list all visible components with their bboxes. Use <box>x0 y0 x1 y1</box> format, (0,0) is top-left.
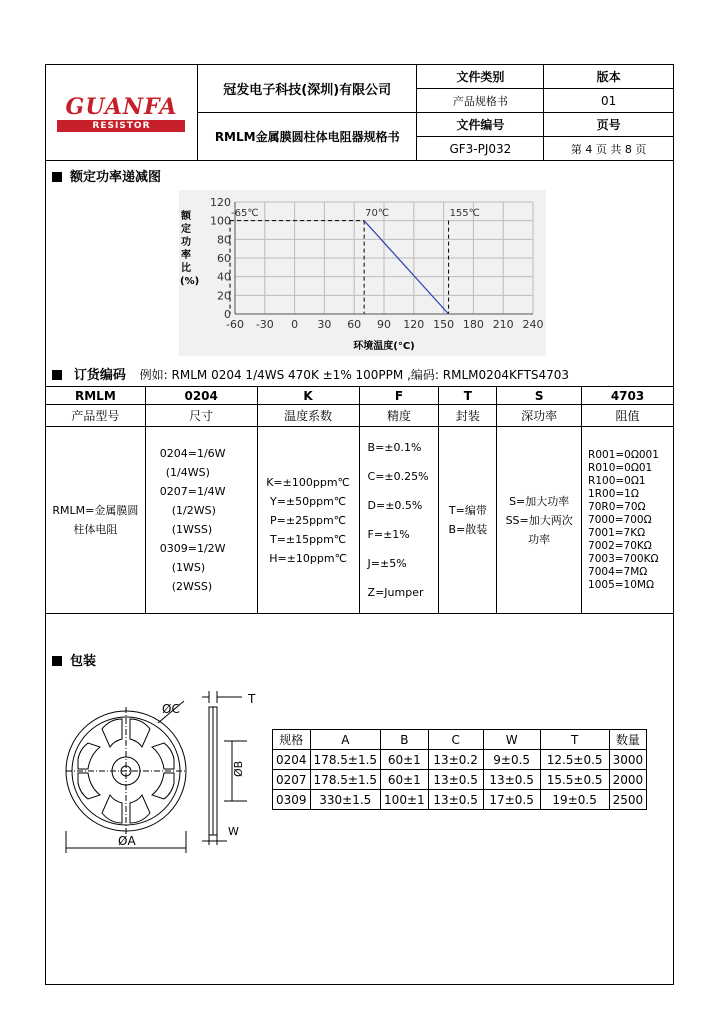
size-option: (2WSS) <box>171 580 213 593</box>
dim-t-label: T <box>248 692 256 706</box>
resistance-option: 7000=700Ω <box>588 513 652 526</box>
packing-cell: 178.5±1.5 <box>310 750 381 770</box>
x-tick-label: 180 <box>462 318 484 331</box>
code-cell: 0204 <box>145 387 257 405</box>
y-tick-label: 100 <box>210 214 231 228</box>
ordering-section-title: 订货编码 <box>73 368 126 383</box>
page-label: 页号 <box>544 113 674 137</box>
packing-cell: 2000 <box>609 770 647 790</box>
tolerance-option: Z=Jumper <box>367 586 424 599</box>
tolerance-option: F=±1% <box>367 528 410 541</box>
resistance-option: 70R0=70Ω <box>588 500 646 513</box>
package-option: T=编带 <box>448 504 487 517</box>
size-option: (1/4WS) <box>165 466 210 479</box>
packing-cell: 17±0.5 <box>483 790 540 810</box>
packing-cell: 2500 <box>609 790 647 810</box>
derating-chart <box>195 192 545 356</box>
tcr-option: P=±25ppm℃ <box>270 513 347 527</box>
bullet-square-icon <box>52 172 62 182</box>
size-option: 0207=1/4W <box>159 485 226 498</box>
tolerance-option: J=±5% <box>367 557 407 570</box>
code-cell: F <box>359 387 439 405</box>
temperature-marker-label: 155℃ <box>449 208 480 219</box>
dim-w-label: W <box>228 825 239 838</box>
chart-ylabel: 额定功率比(%) <box>180 211 200 287</box>
version-value: 01 <box>544 89 674 113</box>
x-tick-label: -60 <box>226 318 244 331</box>
x-tick-label: 210 <box>492 318 514 331</box>
packing-col-header: W <box>483 730 540 750</box>
product-type-text: RMLM=金属膜圆 <box>52 504 139 517</box>
packing-cell: 330±1.5 <box>310 790 381 810</box>
x-tick-label: -30 <box>255 318 274 331</box>
resistance-option: 7002=70KΩ <box>588 539 652 552</box>
size-option: (1WS) <box>171 561 206 574</box>
y-tick-label: 0 <box>224 308 231 321</box>
tolerance-option: D=±0.5% <box>367 499 423 512</box>
packing-cell: 3000 <box>609 750 647 770</box>
derating-section-title: 额定功率递减图 <box>52 166 161 185</box>
ordering-header-row <box>46 405 674 427</box>
tolerance-option: B=±0.1% <box>367 441 422 454</box>
x-tick-label: 150 <box>433 318 455 331</box>
size-option: 0204=1/6W <box>159 447 226 460</box>
code-cell: S <box>497 387 582 405</box>
power-option: SS=加大两次 <box>505 513 573 527</box>
dim-c-label: ØC <box>162 702 180 716</box>
company-logo: GUANFA RESISTOR <box>57 94 185 132</box>
dim-a-label: ØA <box>118 834 136 848</box>
y-tick-label: 60 <box>217 252 231 265</box>
ordering-example: 例如: RMLM 0204 1/4WS 470K ±1% 100PPM ,编码: RMLM0204KFTS4703 <box>139 368 570 382</box>
temperature-marker-label: -65℃ <box>231 208 259 219</box>
x-tick-label: 90 <box>377 318 391 331</box>
packing-table <box>272 729 647 810</box>
ordering-col-header: 尺寸 <box>145 405 257 427</box>
doc-type-value: 产品规格书 <box>417 89 544 113</box>
ordering-col-header: 深功率 <box>497 405 582 427</box>
packing-cell: 19±0.5 <box>540 790 609 810</box>
tolerance-option: C=±0.25% <box>367 470 429 483</box>
x-tick-label: 60 <box>347 318 362 331</box>
resistance-option: 7003=700KΩ <box>588 552 659 565</box>
x-tick-label: 0 <box>291 318 299 331</box>
packing-row <box>273 750 647 770</box>
package-option: B=散装 <box>448 523 488 536</box>
power-option: 功率 <box>528 532 551 546</box>
code-cell: T <box>439 387 497 405</box>
packing-col-header: C <box>428 730 483 750</box>
tcr-option: K=±100ppm℃ <box>266 475 350 489</box>
tcr-option: Y=±50ppm℃ <box>269 494 347 508</box>
packing-col-header: 规格 <box>273 730 311 750</box>
packing-cell: 0309 <box>273 790 311 810</box>
packing-cell: 13±0.5 <box>483 770 540 790</box>
doc-title: RMLM金属膜圆柱体电阻器规格书 <box>197 113 417 161</box>
ordering-col-header: 温度系数 <box>257 405 359 427</box>
packing-cell: 0207 <box>273 770 311 790</box>
ordering-table <box>45 386 674 614</box>
packing-section-title: 包装 <box>52 650 96 669</box>
header-table <box>45 64 674 161</box>
bullet-square-icon <box>52 656 62 666</box>
doc-type-label: 文件类别 <box>417 65 544 89</box>
resistance-option: R001=0Ω001 <box>588 448 659 461</box>
resistance-option: 1005=10MΩ <box>588 578 654 591</box>
size-option: (1WSS) <box>171 523 213 536</box>
packing-col-header: B <box>381 730 429 750</box>
x-tick-label: 240 <box>522 318 544 331</box>
version-label: 版本 <box>544 65 674 89</box>
packing-cell: 13±0.5 <box>428 790 483 810</box>
ordering-col-header: 精度 <box>359 405 439 427</box>
packing-cell: 60±1 <box>381 770 429 790</box>
derating-line <box>364 221 448 314</box>
packing-cell: 0204 <box>273 750 311 770</box>
code-cell: RMLM <box>46 387 146 405</box>
page-value: 第 4 页 共 8 页 <box>544 137 674 161</box>
ordering-col-header: 产品型号 <box>46 405 146 427</box>
ordering-detail-row <box>46 427 674 614</box>
x-tick-label: 120 <box>403 318 425 331</box>
bullet-square-icon <box>52 370 62 380</box>
packing-cell: 13±0.5 <box>428 770 483 790</box>
company-name: 冠发电子科技(深圳)有限公司 <box>197 65 417 113</box>
packing-col-header: T <box>540 730 609 750</box>
ordering-col-header: 封装 <box>439 405 497 427</box>
reel-icon <box>66 691 247 853</box>
code-cell: K <box>257 387 359 405</box>
packing-col-header: A <box>310 730 381 750</box>
resistance-option: R010=0Ω01 <box>588 461 653 474</box>
ordering-col-header: 阻值 <box>582 405 674 427</box>
tcr-option: H=±10ppm℃ <box>269 551 347 565</box>
temperature-marker-label: 70℃ <box>365 208 390 219</box>
x-tick-label: 30 <box>317 318 332 331</box>
chart-xlabel: 环境温度(°C) <box>353 341 415 352</box>
resistance-option: 7004=7MΩ <box>588 565 648 578</box>
packing-cell: 100±1 <box>381 790 429 810</box>
y-tick-label: 80 <box>217 233 231 247</box>
packing-cell: 12.5±0.5 <box>540 750 609 770</box>
tcr-option: T=±15ppm℃ <box>269 532 347 546</box>
reel-drawing <box>62 683 282 858</box>
product-type-text: 柱体电阻 <box>73 523 118 536</box>
packing-cell: 15.5±0.5 <box>540 770 609 790</box>
packing-header-row <box>273 730 647 750</box>
packing-cell: 178.5±1.5 <box>310 770 381 790</box>
packing-cell: 9±0.5 <box>483 750 540 770</box>
size-option: 0309=1/2W <box>159 542 226 555</box>
ordering-heading <box>52 364 569 383</box>
power-option: S=加大功率 <box>509 494 570 508</box>
resistance-option: 7001=7KΩ <box>588 526 646 539</box>
y-tick-label: 120 <box>210 196 231 209</box>
packing-cell: 13±0.2 <box>428 750 483 770</box>
logo-cell <box>46 65 198 161</box>
resistance-option: 1R00=1Ω <box>588 487 639 500</box>
packing-row <box>273 790 647 810</box>
resistance-option: R100=0Ω1 <box>588 474 646 487</box>
dim-b-label: ØB <box>232 760 245 777</box>
y-tick-label: 20 <box>217 289 231 303</box>
packing-cell: 60±1 <box>381 750 429 770</box>
doc-no-label: 文件编号 <box>417 113 544 137</box>
packing-row <box>273 770 647 790</box>
ordering-code-row <box>46 387 674 405</box>
packing-col-header: 数量 <box>609 730 647 750</box>
doc-no-value: GF3-PJ032 <box>417 137 544 161</box>
size-option: (1/2WS) <box>171 504 216 517</box>
y-tick-label: 40 <box>217 270 231 284</box>
code-cell: 4703 <box>582 387 674 405</box>
